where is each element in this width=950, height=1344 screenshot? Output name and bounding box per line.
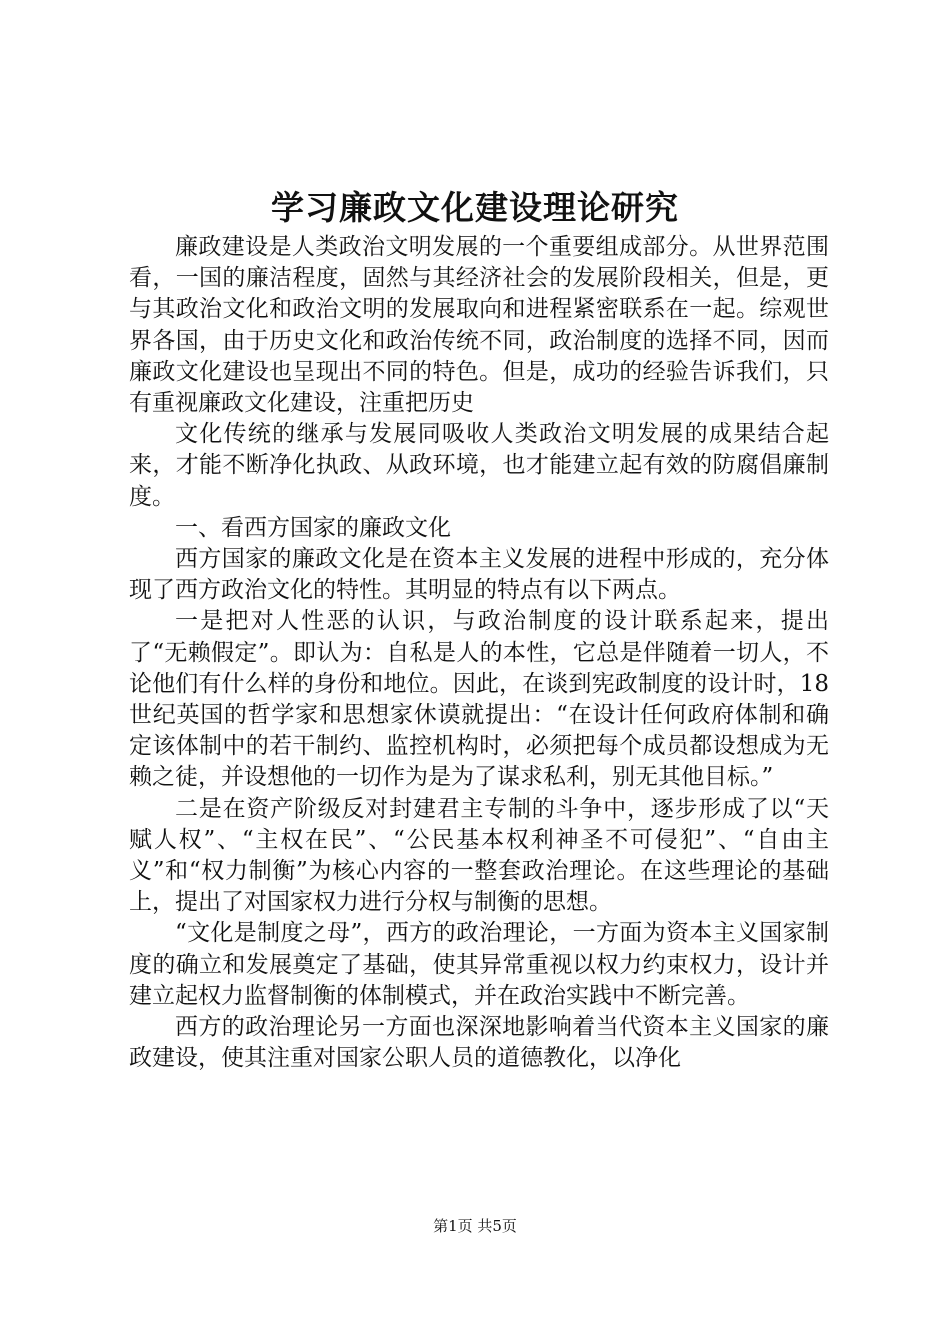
paragraph: 廉政建设是人类政治文明发展的一个重要组成部分。从世界范围看，一国的廉洁程度，固然与其经济社会的发展阶段相关，但是，更与其政治文化和政治文明的发展取向和进程紧密联系在一起。综观世界各国，由于历史文化和政治传统不同，政治制度的选择不同，因而廉政文化建设也呈现出不同的特色。但是，成功的经验告诉我们，只有重视廉政文化建设，注重把历史	[129, 234, 829, 417]
page-footer: 第1页 共5页	[433, 1217, 517, 1235]
paragraph: 西方国家的廉政文化是在资本主义发展的进程中形成的，充分体现了西方政治文化的特性。其明显的特点有以下两点。	[129, 546, 829, 604]
document-title: 学习廉政文化建设理论研究	[271, 188, 679, 227]
paragraph: 西方的政治理论另一方面也深深地影响着当代资本主义国家的廉政建设，使其注重对国家公职人员的道德教化，以净化	[129, 1014, 829, 1072]
paragraph: 文化传统的继承与发展同吸收人类政治文明发展的成果结合起来，才能不断净化执政、从政环境，也才能建立起有效的防腐倡廉制度。	[129, 421, 829, 510]
section-heading: 一、看西方国家的廉政文化	[175, 514, 451, 541]
paragraph: 一是把对人性恶的认识，与政治制度的设计联系起来，提出了“无赖假定”。即认为：自私是人的本性，它总是伴随着一切人，不论他们有什么样的身份和地位。因此，在谈到宪政制度的设计时，18世纪英国的哲学家和思想家休谟就提出：“在设计任何政府体制和确定该体制中的若干制约、监控机构时，必须把每个成员都设想成为无赖之徒，并设想他的一切作为是为了谋求私利，别无其他目标。”	[129, 608, 829, 791]
paragraph: 二是在资产阶级反对封建君主专制的斗争中，逐步形成了以“天赋人权”、“主权在民”、“公民基本权利神圣不可侵犯”、“自由主义”和“权力制衡”为核心内容的一整套政治理论。在这些理论的基础上，提出了对国家权力进行分权与制衡的思想。	[129, 795, 829, 916]
paragraph: “文化是制度之母”，西方的政治理论，一方面为资本主义国家制度的确立和发展奠定了基础，使其异常重视以权力约束权力，设计并建立起权力监督制衡的体制模式，并在政治实践中不断完善。	[129, 920, 829, 1009]
document-body	[129, 232, 829, 1074]
